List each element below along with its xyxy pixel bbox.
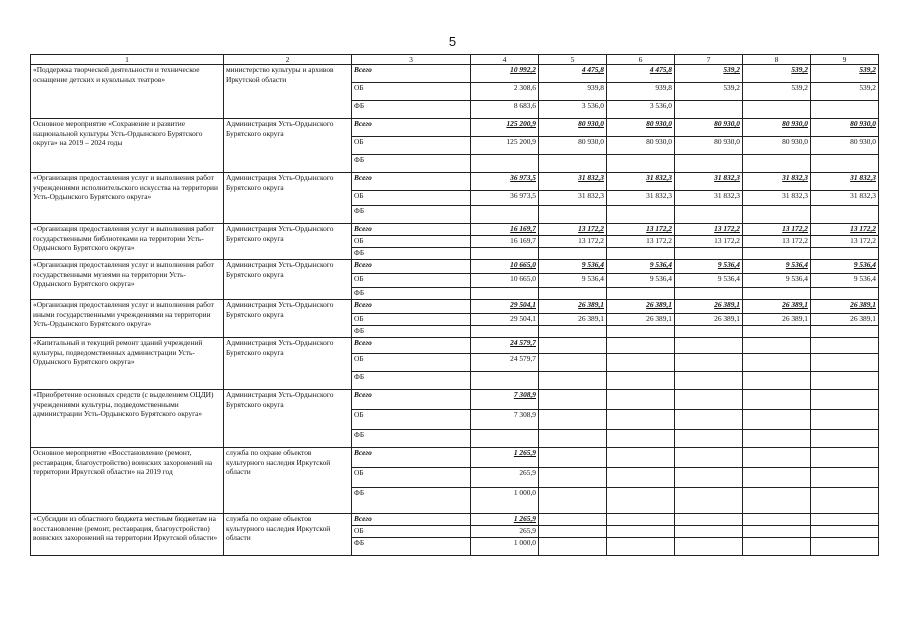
- amount-cell: [675, 155, 743, 173]
- amount-cell: [607, 155, 675, 173]
- amount-cell: [675, 410, 743, 430]
- funding-source: ОБ: [352, 83, 471, 101]
- measure-name: «Организация предоставления услуг и выполнения работ иными государственными учреждениями на территории Усть-Ордынского Бурятского округа»: [31, 300, 224, 338]
- amount-cell: [471, 206, 539, 224]
- funding-source: ФБ: [352, 155, 471, 173]
- amount-cell: [743, 514, 811, 526]
- amount-cell: 31 832,3: [607, 191, 675, 206]
- amount-cell: [811, 101, 879, 119]
- amount-cell: 9 536,4: [811, 274, 879, 288]
- measure-name: «Поддержка творческой деятельности и техническое оснащение детских и кукольных театров»: [31, 65, 224, 119]
- executor-name: служба по охране объектов культурного наследия Иркутской области: [224, 514, 352, 556]
- funding-source: Всего: [352, 173, 471, 191]
- amount-cell: [675, 326, 743, 338]
- amount-cell: 80 930,0: [675, 137, 743, 155]
- amount-cell: 26 389,1: [539, 300, 607, 314]
- amount-cell: 13 172,2: [675, 224, 743, 236]
- amount-cell: [607, 430, 675, 448]
- funding-source: ОБ: [352, 236, 471, 248]
- column-header: 5: [539, 55, 607, 65]
- amount-cell: 31 832,3: [607, 173, 675, 191]
- amount-cell: 9 536,4: [675, 274, 743, 288]
- amount-cell: 265,9: [471, 468, 539, 488]
- amount-cell: [607, 288, 675, 300]
- funding-source: ФБ: [352, 488, 471, 514]
- amount-cell: 13 172,2: [811, 224, 879, 236]
- funding-source: Всего: [352, 338, 471, 354]
- amount-cell: 13 172,2: [743, 224, 811, 236]
- funding-source: ОБ: [352, 354, 471, 372]
- measure-name: «Организация предоставления услуг и выполнения работ государственными библиотеками на территории Усть-Ордынского Бурятского округа»: [31, 224, 224, 260]
- amount-cell: [539, 248, 607, 260]
- amount-cell: 539,2: [675, 83, 743, 101]
- funding-source: ФБ: [352, 206, 471, 224]
- amount-cell: [539, 514, 607, 526]
- amount-cell: 31 832,3: [743, 173, 811, 191]
- amount-cell: 31 832,3: [675, 191, 743, 206]
- column-header: 7: [675, 55, 743, 65]
- table-row: [31, 260, 879, 274]
- amount-cell: 2 308,6: [471, 83, 539, 101]
- amount-cell: [811, 390, 879, 410]
- funding-source: ОБ: [352, 526, 471, 538]
- amount-cell: 9 536,4: [607, 260, 675, 274]
- amount-cell: 80 930,0: [811, 119, 879, 137]
- amount-cell: 3 536,0: [539, 101, 607, 119]
- amount-cell: 1 000,0: [471, 538, 539, 556]
- funding-source: ФБ: [352, 538, 471, 556]
- amount-cell: 80 930,0: [675, 119, 743, 137]
- amount-cell: 9 536,4: [811, 260, 879, 274]
- amount-cell: [675, 538, 743, 556]
- amount-cell: [743, 372, 811, 390]
- executor-name: Администрация Усть-Ордынского Бурятского округа: [224, 260, 352, 300]
- amount-cell: [675, 288, 743, 300]
- amount-cell: 26 389,1: [607, 314, 675, 326]
- amount-cell: [811, 326, 879, 338]
- table-row: [31, 448, 879, 468]
- amount-cell: [811, 514, 879, 526]
- table-row: [31, 173, 879, 191]
- amount-cell: 31 832,3: [675, 173, 743, 191]
- amount-cell: [607, 488, 675, 514]
- funding-source: ФБ: [352, 248, 471, 260]
- amount-cell: [811, 526, 879, 538]
- amount-cell: 80 930,0: [743, 137, 811, 155]
- amount-cell: 16 169,7: [471, 224, 539, 236]
- amount-cell: 16 169,7: [471, 236, 539, 248]
- executor-name: Администрация Усть-Ордынского Бурятского округа: [224, 224, 352, 260]
- amount-cell: 9 536,4: [743, 274, 811, 288]
- measure-name: «Организация предоставления услуг и выполнения работ учреждениями исполнительского искусства на территории Усть-Ордынского Бурятского округа»: [31, 173, 224, 224]
- amount-cell: 80 930,0: [607, 119, 675, 137]
- funding-source: ФБ: [352, 101, 471, 119]
- amount-cell: 26 389,1: [607, 300, 675, 314]
- table-body: [31, 65, 879, 556]
- amount-cell: [471, 326, 539, 338]
- amount-cell: [607, 338, 675, 354]
- funding-source: Всего: [352, 119, 471, 137]
- amount-cell: 939,8: [539, 83, 607, 101]
- measure-name: «Субсидии из областного бюджета местным бюджетам на восстановление (ремонт, реставрация, благоустройство) воинских захоронений на территории Иркутской области»: [31, 514, 224, 556]
- amount-cell: 7 308,9: [471, 410, 539, 430]
- funding-source: Всего: [352, 514, 471, 526]
- amount-cell: [811, 354, 879, 372]
- amount-cell: 4 475,8: [607, 65, 675, 83]
- amount-cell: [471, 155, 539, 173]
- column-header: 1: [31, 55, 224, 65]
- amount-cell: [675, 248, 743, 260]
- table-row: [31, 65, 879, 83]
- amount-cell: 539,2: [811, 83, 879, 101]
- amount-cell: [539, 538, 607, 556]
- column-header: 2: [224, 55, 352, 65]
- amount-cell: [675, 514, 743, 526]
- amount-cell: 10 665,0: [471, 274, 539, 288]
- amount-cell: [811, 372, 879, 390]
- table-row: [31, 514, 879, 526]
- amount-cell: [743, 354, 811, 372]
- amount-cell: [607, 390, 675, 410]
- amount-cell: [607, 206, 675, 224]
- amount-cell: 7 308,9: [471, 390, 539, 410]
- amount-cell: [675, 101, 743, 119]
- funding-source: Всего: [352, 224, 471, 236]
- amount-cell: [811, 538, 879, 556]
- amount-cell: 80 930,0: [607, 137, 675, 155]
- funding-source: ФБ: [352, 430, 471, 448]
- amount-cell: [811, 488, 879, 514]
- amount-cell: 26 389,1: [539, 314, 607, 326]
- amount-cell: [675, 206, 743, 224]
- amount-cell: [811, 468, 879, 488]
- amount-cell: [539, 372, 607, 390]
- amount-cell: [607, 248, 675, 260]
- amount-cell: 80 930,0: [811, 137, 879, 155]
- amount-cell: 24 579,7: [471, 354, 539, 372]
- amount-cell: 29 504,1: [471, 300, 539, 314]
- amount-cell: [811, 410, 879, 430]
- amount-cell: 26 389,1: [675, 314, 743, 326]
- measure-name: «Организация предоставления услуг и выполнения работ государственными музеями на территории Усть-Ордынского Бурятского округа»: [31, 260, 224, 300]
- amount-cell: [743, 390, 811, 410]
- amount-cell: 13 172,2: [539, 236, 607, 248]
- amount-cell: 31 832,3: [539, 191, 607, 206]
- column-header: 6: [607, 55, 675, 65]
- amount-cell: [539, 338, 607, 354]
- executor-name: Администрация Усть-Ордынского Бурятского округа: [224, 338, 352, 390]
- amount-cell: [811, 448, 879, 468]
- amount-cell: [539, 410, 607, 430]
- amount-cell: [743, 101, 811, 119]
- amount-cell: [607, 326, 675, 338]
- funding-source: Всего: [352, 390, 471, 410]
- amount-cell: [743, 410, 811, 430]
- amount-cell: [539, 155, 607, 173]
- amount-cell: 9 536,4: [539, 260, 607, 274]
- measure-name: «Капитальный и текущий ремонт зданий учреждений культуры, подведомственных администрации Усть-Ордынского Бурятского округа»: [31, 338, 224, 390]
- amount-cell: 36 973,5: [471, 191, 539, 206]
- amount-cell: [471, 430, 539, 448]
- measure-name: «Приобретение основных средств (с выделением ОЦДИ) учреждениями культуры, подведомственными администрации Усть-Ордынского Бурятского округа»: [31, 390, 224, 448]
- amount-cell: [607, 468, 675, 488]
- amount-cell: 13 172,2: [607, 224, 675, 236]
- table-row: [31, 119, 879, 137]
- executor-name: Администрация Усть-Ордынского Бурятского округа: [224, 390, 352, 448]
- amount-cell: [675, 372, 743, 390]
- column-header: 4: [471, 55, 539, 65]
- amount-cell: [811, 288, 879, 300]
- amount-cell: 8 683,6: [471, 101, 539, 119]
- measure-name: Основное мероприятие «Сохранение и развитие национальной культуры Усть-Ордынского Бурятского округа» на 2019 – 2024 годы: [31, 119, 224, 173]
- amount-cell: 539,2: [811, 65, 879, 83]
- funding-source: ОБ: [352, 314, 471, 326]
- table-row: [31, 390, 879, 410]
- amount-cell: [743, 526, 811, 538]
- amount-cell: [811, 430, 879, 448]
- amount-cell: 13 172,2: [539, 224, 607, 236]
- column-header: 9: [811, 55, 879, 65]
- funding-source: ОБ: [352, 274, 471, 288]
- amount-cell: [675, 390, 743, 410]
- funding-source: ФБ: [352, 288, 471, 300]
- amount-cell: [811, 248, 879, 260]
- amount-cell: 80 930,0: [539, 137, 607, 155]
- amount-cell: [539, 288, 607, 300]
- amount-cell: 13 172,2: [675, 236, 743, 248]
- amount-cell: 265,9: [471, 526, 539, 538]
- amount-cell: [675, 488, 743, 514]
- amount-cell: 539,2: [675, 65, 743, 83]
- funding-source: Всего: [352, 300, 471, 314]
- amount-cell: [811, 155, 879, 173]
- amount-cell: [539, 468, 607, 488]
- amount-cell: [743, 326, 811, 338]
- amount-cell: 4 475,8: [539, 65, 607, 83]
- amount-cell: 1 000,0: [471, 488, 539, 514]
- amount-cell: [743, 248, 811, 260]
- funding-source: Всего: [352, 448, 471, 468]
- table-row: [31, 224, 879, 236]
- amount-cell: [471, 248, 539, 260]
- executor-name: служба по охране объектов культурного наследия Иркутской области: [224, 448, 352, 514]
- amount-cell: 9 536,4: [743, 260, 811, 274]
- amount-cell: 36 973,5: [471, 173, 539, 191]
- amount-cell: [675, 354, 743, 372]
- amount-cell: 13 172,2: [743, 236, 811, 248]
- amount-cell: 9 536,4: [539, 274, 607, 288]
- amount-cell: 13 172,2: [607, 236, 675, 248]
- amount-cell: 13 172,2: [811, 236, 879, 248]
- amount-cell: 24 579,7: [471, 338, 539, 354]
- amount-cell: [743, 448, 811, 468]
- amount-cell: 31 832,3: [743, 191, 811, 206]
- amount-cell: 10 992,2: [471, 65, 539, 83]
- amount-cell: [539, 488, 607, 514]
- executor-name: Администрация Усть-Ордынского Бурятского округа: [224, 300, 352, 338]
- amount-cell: 10 665,0: [471, 260, 539, 274]
- amount-cell: [607, 538, 675, 556]
- funding-source: ФБ: [352, 326, 471, 338]
- amount-cell: 1 265,9: [471, 448, 539, 468]
- amount-cell: 29 504,1: [471, 314, 539, 326]
- funding-source: ОБ: [352, 191, 471, 206]
- amount-cell: 80 930,0: [743, 119, 811, 137]
- amount-cell: [607, 410, 675, 430]
- amount-cell: [743, 288, 811, 300]
- funding-source: ОБ: [352, 410, 471, 430]
- amount-cell: [675, 338, 743, 354]
- amount-cell: 939,8: [607, 83, 675, 101]
- amount-cell: [539, 206, 607, 224]
- amount-cell: 31 832,3: [539, 173, 607, 191]
- amount-cell: [743, 155, 811, 173]
- amount-cell: 9 536,4: [607, 274, 675, 288]
- funding-source: ОБ: [352, 468, 471, 488]
- amount-cell: [539, 448, 607, 468]
- amount-cell: [743, 538, 811, 556]
- amount-cell: [607, 448, 675, 468]
- table-row: [31, 300, 879, 314]
- amount-cell: [607, 372, 675, 390]
- amount-cell: [743, 430, 811, 448]
- amount-cell: [607, 526, 675, 538]
- amount-cell: [607, 514, 675, 526]
- column-header: 8: [743, 55, 811, 65]
- funding-source: ФБ: [352, 372, 471, 390]
- amount-cell: 80 930,0: [539, 119, 607, 137]
- page-number: 5: [448, 34, 457, 49]
- amount-cell: [675, 448, 743, 468]
- amount-cell: 26 389,1: [675, 300, 743, 314]
- amount-cell: [539, 526, 607, 538]
- funding-source: Всего: [352, 260, 471, 274]
- amount-cell: [539, 390, 607, 410]
- amount-cell: 539,2: [743, 65, 811, 83]
- amount-cell: 125 200,9: [471, 137, 539, 155]
- amount-cell: [471, 372, 539, 390]
- amount-cell: 26 389,1: [811, 300, 879, 314]
- amount-cell: [675, 430, 743, 448]
- amount-cell: [743, 468, 811, 488]
- amount-cell: 26 389,1: [743, 300, 811, 314]
- amount-cell: 26 389,1: [743, 314, 811, 326]
- amount-cell: [811, 338, 879, 354]
- column-header: 3: [352, 55, 471, 65]
- amount-cell: 31 832,3: [811, 191, 879, 206]
- table-row: [31, 338, 879, 354]
- funding-source: ОБ: [352, 137, 471, 155]
- amount-cell: 539,2: [743, 83, 811, 101]
- amount-cell: 9 536,4: [675, 260, 743, 274]
- amount-cell: 125 200,9: [471, 119, 539, 137]
- amount-cell: [607, 354, 675, 372]
- amount-cell: [539, 430, 607, 448]
- executor-name: Администрация Усть-Ордынского Бурятского округа: [224, 119, 352, 173]
- amount-cell: 3 536,0: [607, 101, 675, 119]
- amount-cell: [675, 468, 743, 488]
- executor-name: Администрация Усть-Ордынского Бурятского округа: [224, 173, 352, 224]
- executor-name: министерство культуры и архивов Иркутской области: [224, 65, 352, 119]
- amount-cell: [743, 338, 811, 354]
- amount-cell: [743, 488, 811, 514]
- amount-cell: [539, 326, 607, 338]
- amount-cell: 26 389,1: [811, 314, 879, 326]
- funding-source: Всего: [352, 65, 471, 83]
- amount-cell: [743, 206, 811, 224]
- amount-cell: [471, 288, 539, 300]
- column-header-row: [31, 55, 879, 65]
- amount-cell: [675, 526, 743, 538]
- measure-name: Основное мероприятие «Восстановление (ремонт, реставрация, благоустройство) воинских захоронений на территории Иркутской области» на 2019 год: [31, 448, 224, 514]
- amount-cell: [539, 354, 607, 372]
- amount-cell: 1 265,9: [471, 514, 539, 526]
- amount-cell: 31 832,3: [811, 173, 879, 191]
- amount-cell: [811, 206, 879, 224]
- budget-table: [30, 54, 879, 556]
